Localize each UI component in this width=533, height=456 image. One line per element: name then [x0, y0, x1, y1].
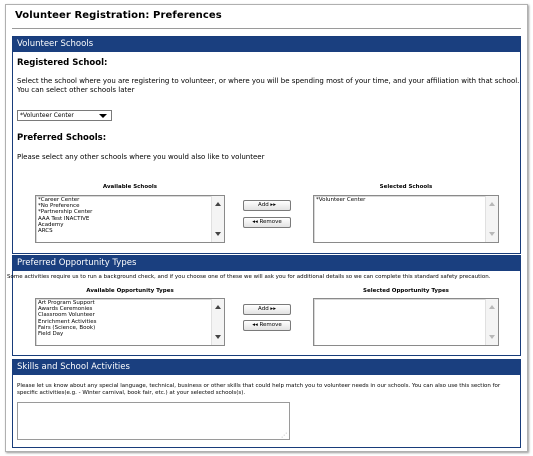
selected-opportunity-types-title: Selected Opportunity Types	[363, 288, 449, 294]
list-item[interactable]: Classroom Volunteer	[38, 312, 95, 319]
registered-school-select-value: *Volunteer Center	[20, 112, 74, 119]
list-item[interactable]: Enrichment Activities	[38, 318, 97, 325]
scroll-up-icon[interactable]	[489, 305, 495, 309]
remove-opportunity-button[interactable]: ◂◂ Remove	[243, 320, 291, 331]
list-item[interactable]: AAA Test INACTIVE	[38, 215, 90, 222]
scroll-up-icon[interactable]	[215, 305, 221, 309]
selected-opportunity-types-list[interactable]	[313, 298, 499, 346]
scroll-up-icon[interactable]	[489, 202, 495, 206]
list-item[interactable]: Field Day	[38, 331, 64, 338]
opportunity-types-header: Preferred Opportunity Types	[13, 256, 520, 271]
registered-school-help: Select the school where you are registering to volunteer, or where you will be spending most of your time, and your affiliation with that school. You can select other schools later	[17, 77, 520, 94]
volunteer-schools-section	[12, 36, 521, 254]
opportunity-types-help: Some activities require us to run a background check, and if you choose one of these we will ask you for additional details so we can complete this standard safety precaution.	[7, 274, 491, 280]
scrollbar[interactable]	[485, 299, 498, 345]
list-item[interactable]: *Career Center	[38, 197, 80, 203]
list-item[interactable]: Fairs (Science, Book)	[38, 324, 96, 331]
available-opportunity-types-list[interactable]	[35, 298, 225, 346]
available-schools-list[interactable]	[35, 195, 225, 243]
selected-schools-title: Selected Schools	[379, 184, 433, 190]
add-opportunity-button[interactable]: Add ▸▸	[243, 304, 291, 315]
add-school-button[interactable]: Add ▸▸	[243, 200, 291, 211]
available-opportunity-types-title: Available Opportunity Types	[86, 288, 174, 294]
list-item[interactable]: Awards Ceremonies	[38, 306, 93, 313]
skills-textarea[interactable]	[17, 402, 290, 440]
preferred-schools-heading: Preferred Schools:	[17, 133, 107, 143]
preferred-schools-help: Please select any other schools where you would also like to volunteer	[17, 153, 265, 161]
scrollbar[interactable]	[211, 299, 224, 345]
list-item[interactable]: *No Preference	[38, 203, 80, 210]
scroll-up-icon[interactable]	[215, 202, 221, 206]
scroll-down-icon[interactable]	[489, 335, 495, 339]
registered-school-heading: Registered School:	[17, 58, 108, 68]
available-schools-title: Available Schools	[102, 184, 158, 190]
chevron-down-icon	[99, 114, 107, 118]
scroll-down-icon[interactable]	[489, 232, 495, 236]
registered-school-select[interactable]	[17, 110, 112, 121]
skills-help: Please let us know about any special language, technical, business or other skills that could help match you to volunteer needs in our schools. You can also use this section for specific activities(e.g. - Winter carnival, book fair, etc.) at your selected schools(s).	[17, 383, 501, 396]
skills-header: Skills and School Activities	[13, 360, 520, 375]
scrollbar[interactable]	[211, 196, 224, 242]
resize-grip-icon[interactable]: ⋰	[281, 432, 287, 439]
list-item[interactable]: *Volunteer Center	[316, 197, 366, 203]
opportunity-types-section	[7, 255, 521, 356]
scroll-down-icon[interactable]	[215, 335, 221, 339]
selected-schools-list[interactable]	[313, 195, 499, 243]
scroll-down-icon[interactable]	[215, 232, 221, 236]
list-item[interactable]: ARCS	[38, 228, 53, 235]
list-item[interactable]: Academy	[38, 221, 64, 228]
list-item[interactable]: Art Program Support	[38, 300, 95, 306]
skills-section	[12, 359, 521, 448]
page-title: Volunteer Registration: Preferences	[15, 10, 222, 21]
title-divider	[12, 28, 521, 29]
list-item[interactable]: *Partnership Center	[38, 209, 93, 216]
volunteer-schools-header: Volunteer Schools	[13, 37, 520, 52]
scrollbar[interactable]	[485, 196, 498, 242]
remove-school-button[interactable]: ◂◂ Remove	[243, 217, 291, 228]
